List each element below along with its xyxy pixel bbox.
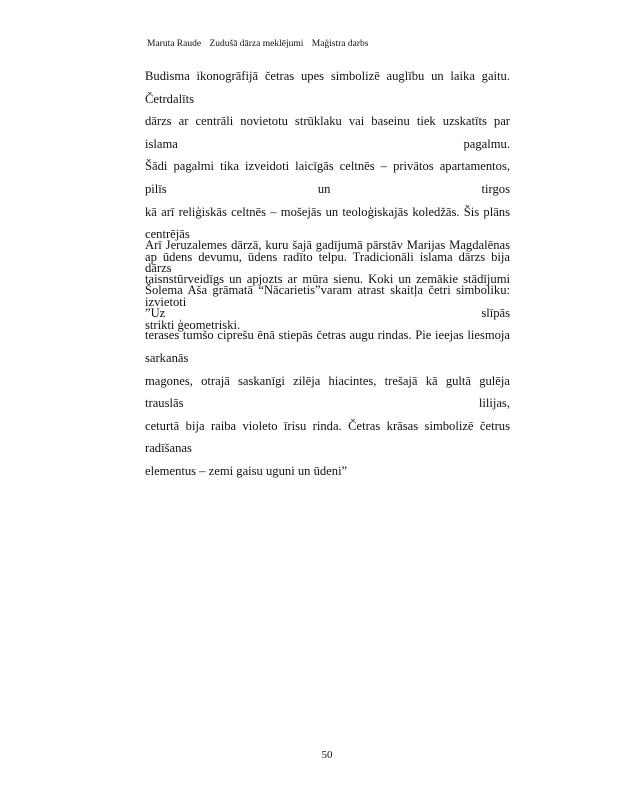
text-line: ap ūdens devumu, ūdens radīto telpu. Tradicionāli islama dārzs bija — [145, 249, 510, 264]
page-number: 50 — [321, 749, 333, 761]
text-line: Šādi pagalmi tika izveidoti laicīgās celtnēs – privātos apartamentos, pilīs un tirgos — [145, 159, 510, 196]
text-line: dārzs ar centrāli novietotu strūklaku vai baseinu tiek uzskatīts par islama pagalmu. — [145, 114, 510, 151]
header-title: Zudušā dārza meklējumi — [209, 39, 304, 49]
header-work-type: Maģistra darbs — [311, 39, 369, 49]
text-line: strikti ģeometriski. — [145, 317, 241, 332]
running-header — [147, 38, 374, 50]
text-line: Šolema Aša grāmatā “Nācarietis”varam atrast skaitļa četri simboliku: ”Uz slīpās — [145, 283, 510, 320]
text-line: Budisma ikonogrāfijā četras upes simbolizē auglību un laika gaitu. Četrdalīts — [145, 69, 510, 106]
text-line: Arī Jeruzalemes dārzā, kuru šajā gadījumā pārstāv Marijas Magdalēnas dārzs — [145, 238, 510, 275]
text-line: kā arī reliģiskās celtnēs – mošejās un teoloģiskajās koledžās. Šis plāns centrējās — [145, 204, 510, 242]
paragraph-2 — [145, 234, 510, 483]
text-line: elementus – zemi gaisu uguni un ūdeni” — [145, 463, 348, 478]
text-line: ceturtā bija raiba violeto īrisu rinda. Četras krāsas simbolizē četrus radīšanas — [145, 418, 510, 456]
header-author: Maruta Raude — [147, 39, 202, 49]
text-line: terases tumšo ciprešu ēnā stiepās četras augu rindas. Pie ieejas liesmoja sarkanās — [145, 328, 510, 365]
text-line: taisnstūrveidīgs un apjozts ar mūra sienu. Koki un zemākie stādījumi izvietoti — [145, 272, 510, 309]
text-line: magones, otrajā saskanīgi zilēja hiacintes, trešajā kā gultā gulēja trauslās lilijas, — [145, 373, 510, 411]
